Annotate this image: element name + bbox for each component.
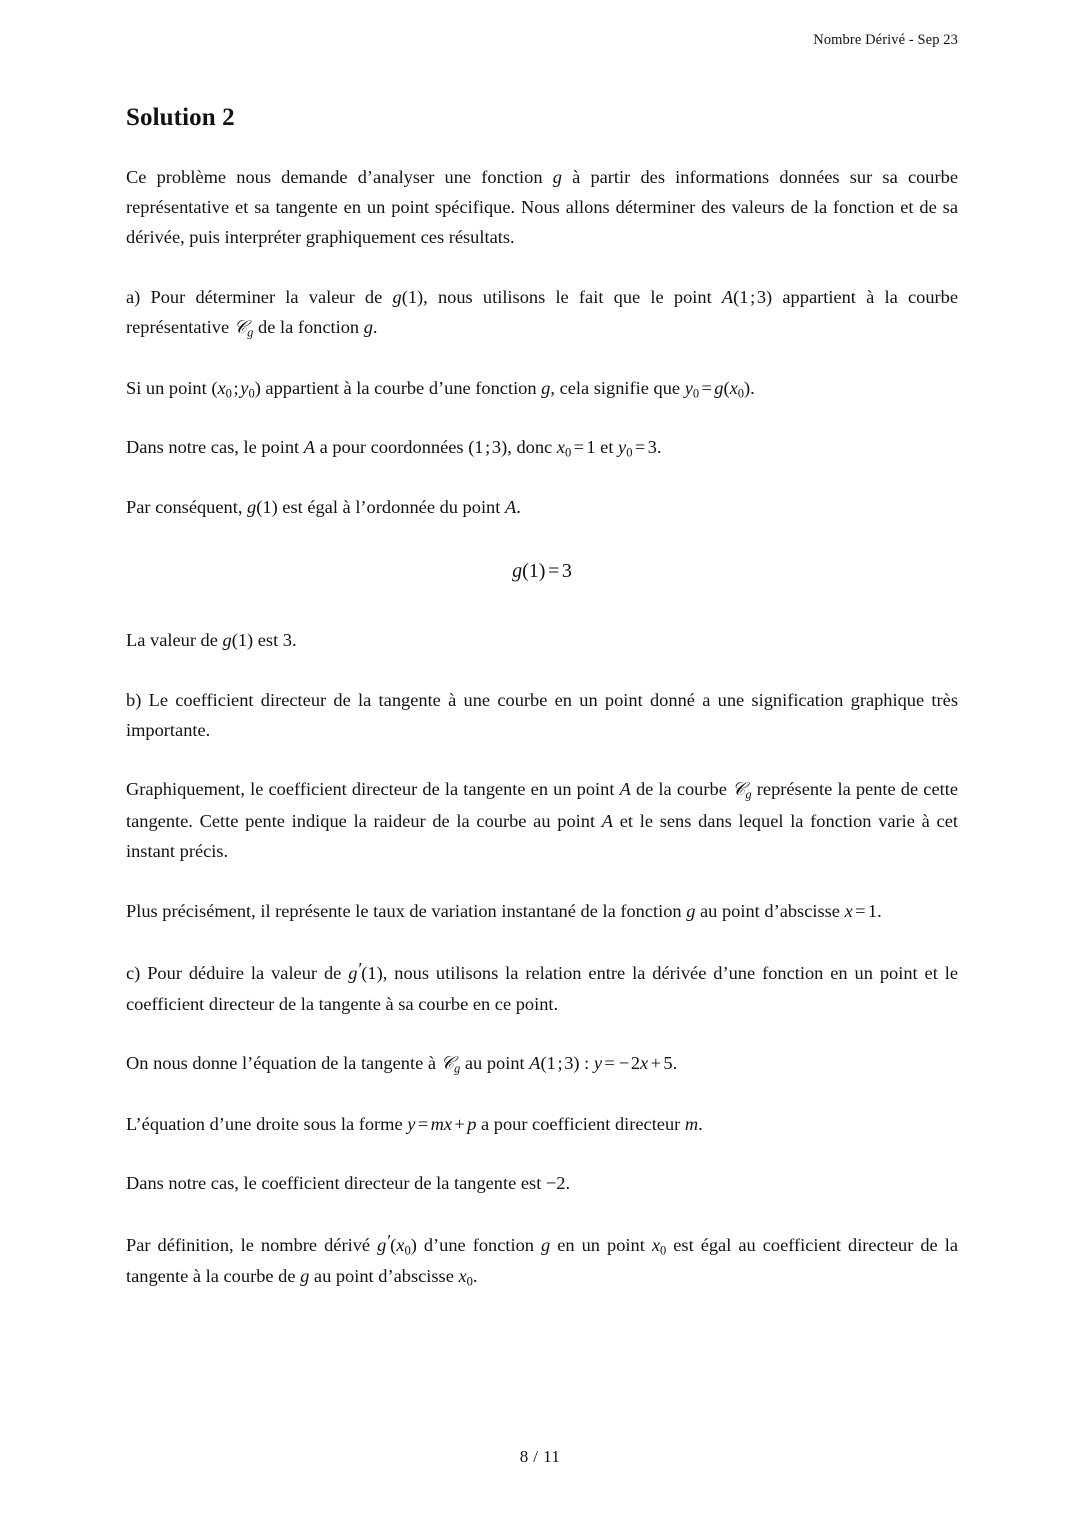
graphical-text-2: de la courbe [630,779,732,800]
coordinates-text-4: et [595,437,619,458]
graphical-text-4: et le sens dans lequel la fonction varie à cet instant précis. [126,810,958,862]
paragraph-point-membership [126,373,958,403]
membership-text-2: appartient à la courbe d’une fonction [260,377,542,398]
paragraph-tangent-equation [126,1048,958,1079]
math-coordinates-1-3: (1;3) [468,437,508,458]
math-slope-minus-2: −2 [545,1172,566,1193]
math-tangent-line-equation: y = −2x + 5 [593,1053,673,1074]
math-g-inline: g [541,377,551,398]
math-y0-equals-g-x0: $y_0 = g(x_0)$ [684,377,751,401]
coordinates-text-5: . [656,437,662,458]
part-a-text-5: . [372,317,378,338]
paragraph-rate-of-change [126,896,958,926]
paragraph-slope-value [126,1168,958,1198]
math-coordinate-pair: $(x_0;y_0)$ [211,377,261,401]
conclusion-a-text-1: Par conséquent, [126,496,248,517]
page-content [126,104,958,1320]
tangent-text-2: au point [460,1053,530,1074]
conclusion-a-text-3: . [516,496,521,517]
tangent-text-3: : [579,1053,594,1074]
coordinates-text-2: a pour coordonnées [314,437,469,458]
part-a-text-2: , nous utilisons le fait que le point [423,286,722,307]
part-a-text-3: appartient à la courbe représentative [126,286,959,338]
definition-text-5: au point d’abscisse [309,1265,459,1286]
display-equation-content: g(1) = 3 [512,560,572,583]
paragraph-conclusion-a [126,492,958,522]
paragraph-value-a [126,625,958,655]
tangent-text-4: . [672,1053,678,1074]
membership-text-3: , cela signifie que [550,377,685,398]
math-m-slope: m [684,1113,699,1134]
paragraph-part-a-lead [126,282,958,344]
line-form-text-1: L’équation d’une droite sous la forme [126,1113,408,1134]
math-y-equals-mx-plus-p: y = mx + p [407,1113,477,1134]
paragraph-part-c-lead [126,955,958,1019]
math-g-of-1-b: g(1) [247,496,278,517]
math-x0-a: $x_0$ [651,1235,667,1258]
value-a-text-2: est 3. [253,630,297,651]
coordinates-text-3: , donc [507,437,557,458]
coordinates-text-1: Dans notre cas, le point [126,437,304,458]
tangent-text-1: On nous donne l’équation de la tangente à [126,1053,441,1074]
intro-text-a: Ce problème nous demande d’analyser une fonction [126,166,553,187]
math-A-point-c: A [619,779,631,800]
math-x0-b: $x_0$ [458,1265,473,1289]
math-point-A-b: A(1;3) [529,1053,580,1074]
paragraph-part-b-lead: b) Le coefficient directeur de la tangente à une courbe en un point donné a une signification graphique très importante. [126,689,958,741]
part-a-text-4: de la fonction [253,317,364,338]
math-A-point-b: A [504,496,517,517]
paragraph-graphical-meaning [126,774,958,866]
rate-text-2: au point d’abscisse [695,900,845,921]
part-a-text-1: a) Pour déterminer la valeur de [126,286,393,307]
math-g-prime-of-1: g′(1) [348,959,383,984]
math-curve-Cg-c: 𝒞$_g$ [440,1053,461,1076]
math-x-equals-1: x = 1 [844,900,878,921]
math-g-inline-c: g [541,1235,551,1256]
rate-text-1: Plus précisément, il représente le taux de variation instantané de la fonction [126,900,687,921]
page-number-footer: 8 / 11 [519,1447,561,1466]
rate-text-3: . [877,900,882,921]
definition-text-4: est égal au coefficient directeur de la tangente à la courbe de [126,1235,958,1286]
paragraph-intro [126,162,958,253]
math-point-A: A(1;3) [721,286,773,307]
part-c-text-1: c) Pour déduire la valeur de [126,963,349,984]
paragraph-derivative-definition [126,1227,958,1291]
math-curve-Cg-b: 𝒞$_g$ [731,779,752,802]
paragraph-coordinates [126,432,958,462]
part-c-text-2: , nous utilisons la relation entre la dérivée d’une fonction en un point et le coefficient directeur de la tangente à sa courbe en ce point. [126,963,958,1014]
graphical-text-3: représente la pente de cette tangente. Cette pente indique la raideur de la courbe au point [126,779,958,831]
math-g-function: g [363,317,373,338]
math-g-inline-b: g [686,900,696,921]
line-form-text-2: a pour coefficient directeur [476,1113,685,1134]
slope-text-1: Dans notre cas, le coefficient directeur de la tangente est [126,1172,546,1193]
membership-text-4: . [750,377,755,398]
membership-text-1: Si un point [126,377,212,398]
math-g: g [552,166,562,187]
math-curve-Cg: 𝒞$_g$ [233,317,254,340]
math-g-of-1-c: g(1) [222,630,254,651]
math-x0-equals-1: $x_0 = 1$ [556,437,596,460]
math-g-prime-of-x0: $g'(x_0)$ [377,1231,417,1258]
math-y0-equals-3: $y_0 = 3$ [618,437,657,460]
intro-text-b: à partir des informations données sur sa courbe représentative et sa tangente en un point spécifique. Nous allons déterminer des valeurs de la fonction et de sa dérivée, puis interpréter graphiquement ces résultats. [126,166,958,248]
math-g-of-1: g(1) [392,286,424,307]
definition-text-6: . [472,1265,478,1286]
conclusion-a-text-2: est égal à l’ordonnée du point [277,496,505,517]
math-g-inline-d: g [300,1265,310,1286]
graphical-text-1: Graphiquement, le coefficient directeur de la tangente en un point [126,779,620,800]
slope-text-2: . [565,1172,571,1193]
math-A-point: A [303,437,315,458]
math-A-point-d: A [601,810,614,831]
running-header: Nombre Dérivé - Sep 23 [813,32,958,48]
definition-text-2: d’une fonction [416,1235,542,1256]
paragraph-line-form [126,1109,958,1139]
definition-text-1: Par définition, le nombre dérivé [126,1235,378,1256]
display-equation-g1-equals-3 [126,558,958,584]
page-title: Solution 2 [126,104,235,131]
line-form-text-3: . [698,1113,703,1134]
value-a-text-1: La valeur de [126,630,223,651]
definition-text-3: en un point [550,1235,652,1256]
